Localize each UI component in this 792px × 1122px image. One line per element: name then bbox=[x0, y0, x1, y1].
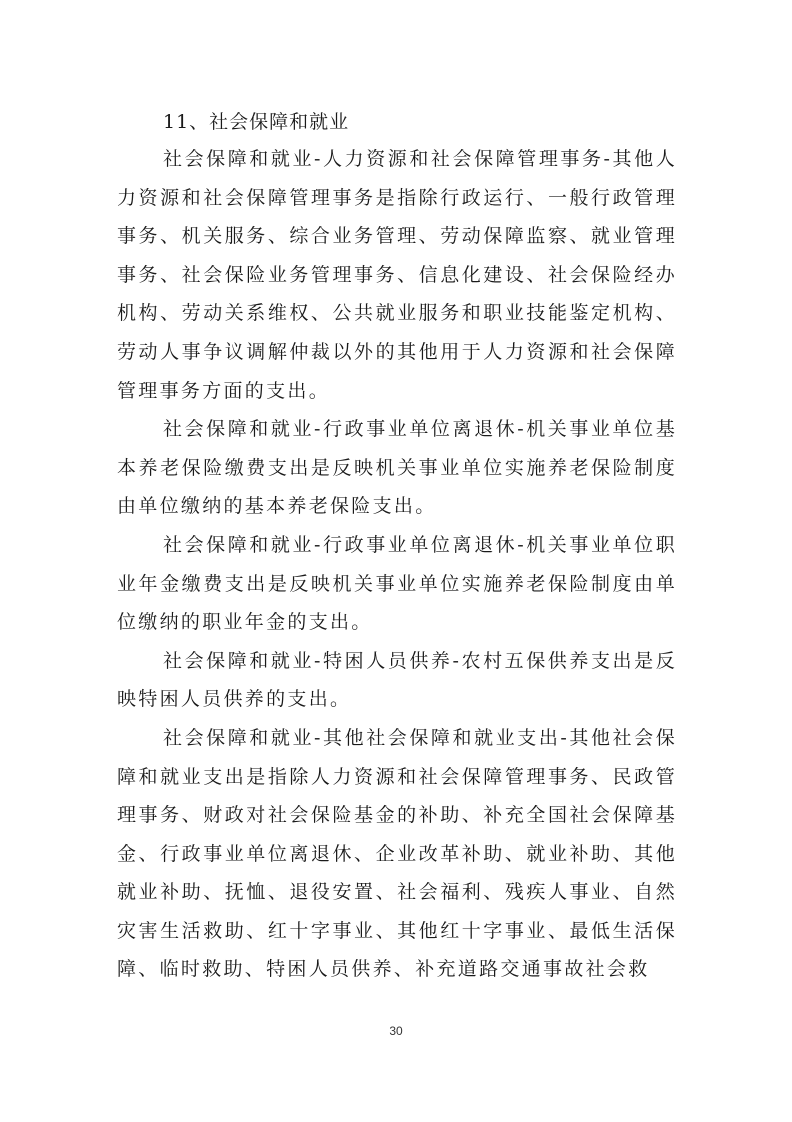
paragraph-occupational-annuity: 社会保障和就业-行政事业单位离退休-机关事业单位职业年金缴费支出是反映机关事业单位实施养老保险制度由单位缴纳的职业年金的支出。 bbox=[117, 533, 677, 634]
page-body bbox=[117, 104, 677, 989]
page-number: 30 bbox=[389, 1024, 403, 1038]
section-heading: 11、社会保障和就业 bbox=[163, 111, 350, 133]
paragraph-other-social-security: 社会保障和就业-其他社会保障和就业支出-其他社会保障和就业支出是指除人力资源和社会保障管理事务、民政管理事务、财政对社会保险基金的补助、补充全国社会保障基金、行政事业单位离退休、企业改革补助、就业补助、其他就业补助、抚恤、退役安置、社会福利、残疾人事业、自然灾害生活救助、红十字事业、其他红十字事业、最低生活保障、临时救助、特困人员供养、补充道路交通事故社会救 bbox=[117, 726, 677, 981]
paragraph-hr-admin: 社会保障和就业-人力资源和社会保障管理事务-其他人力资源和社会保障管理事务是指除行政运行、一般行政管理事务、机关服务、综合业务管理、劳动保障监察、就业管理事务、社会保险业务管理事务、信息化建设、社会保险经办机构、劳动关系维权、公共就业服务和职业技能鉴定机构、劳动人事争议调解仲裁以外的其他用于人力资源和社会保障管理事务方面的支出。 bbox=[117, 148, 677, 402]
paragraph-rural-support: 社会保障和就业-特困人员供养-农村五保供养支出是反映特困人员供养的支出。 bbox=[117, 649, 677, 711]
paragraph-basic-pension: 社会保障和就业-行政事业单位离退休-机关事业单位基本养老保险缴费支出是反映机关事业单位实施养老保险制度由单位缴纳的基本养老保险支出。 bbox=[117, 418, 677, 518]
